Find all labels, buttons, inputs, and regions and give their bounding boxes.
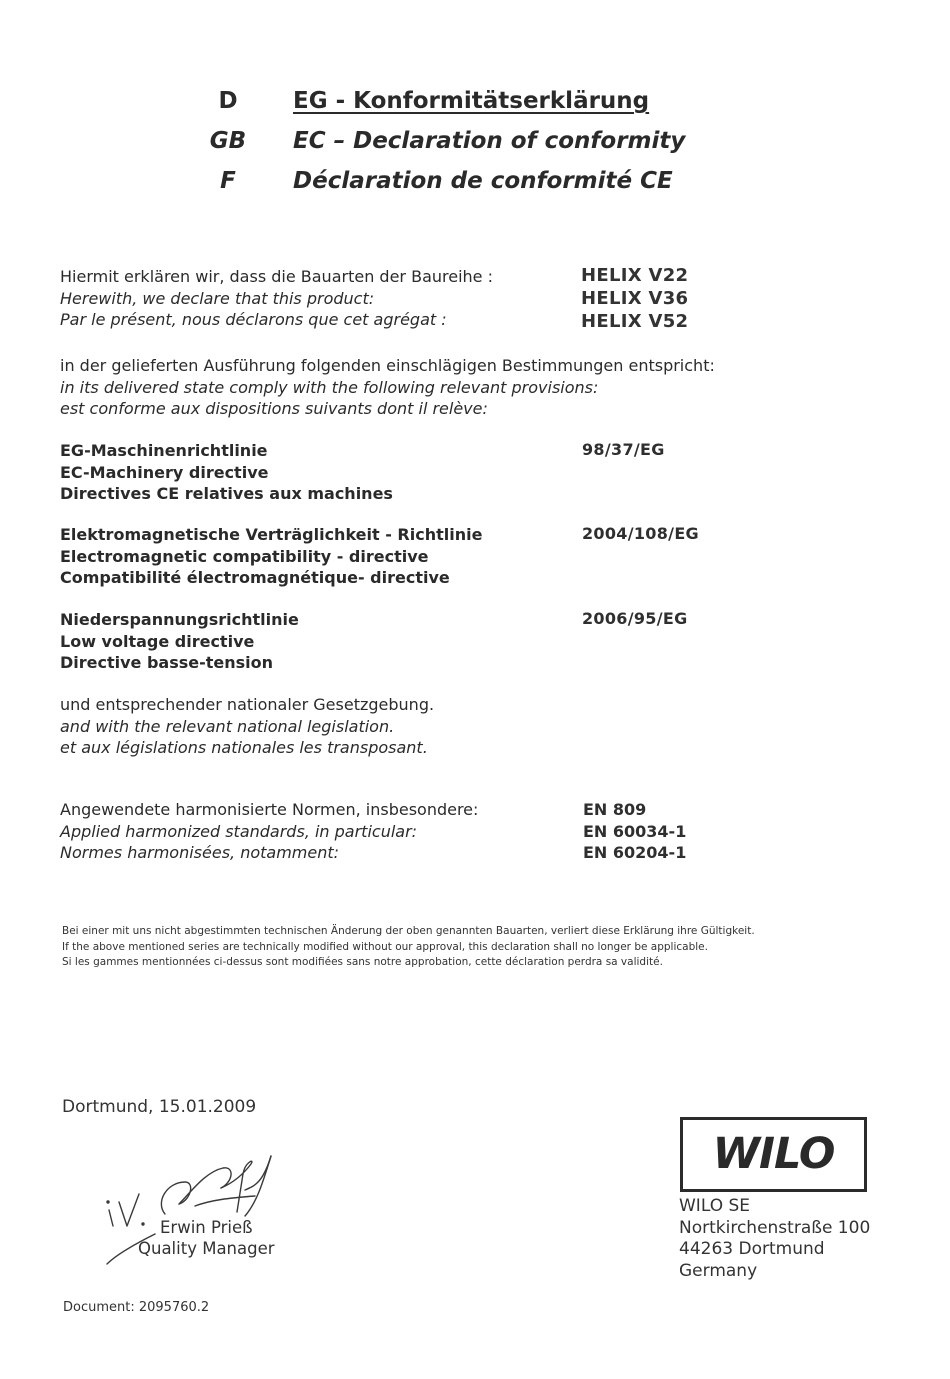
signatory-name: Erwin Prieß [160, 1218, 253, 1237]
signatory-role: Quality Manager [138, 1239, 275, 1258]
address-line: 44263 Dortmund [679, 1239, 825, 1259]
place-date: Dortmund, 15.01.2009 [62, 1097, 257, 1117]
standards-list [583, 799, 686, 864]
national-line-fr: et aux législations nationales les transposant. [60, 738, 428, 757]
directive-code-machinery: 98/37/EG [582, 440, 665, 459]
standards-text [60, 799, 478, 864]
product-item: HELIX V36 [581, 288, 689, 309]
directive-line: Directive basse-tension [60, 653, 274, 672]
directive-line: Niederspannungsrichtlinie [60, 610, 299, 629]
validity-note-line-fr: Si les gammes mentionnées ci-dessus sont modifiées sans notre approbation, cette déclaration perdra sa validité. [62, 956, 663, 968]
directive-line: Elektromagnetische Verträglichkeit - Richtlinie [60, 525, 483, 544]
directive-emc [60, 524, 482, 589]
validity-note [62, 924, 755, 971]
company-address [679, 1196, 870, 1282]
standard-item: EN 809 [583, 800, 647, 819]
standard-item: EN 60204-1 [583, 843, 687, 862]
national-line-gb: and with the relevant national legislation. [60, 716, 395, 736]
validity-note-line-gb: If the above mentioned series are technically modified without our approval, this declaration shall no longer be applicable. [62, 940, 708, 953]
directive-line: Low voltage directive [60, 631, 255, 651]
title-code-de: D [218, 88, 238, 114]
directive-line: Directives CE relatives aux machines [60, 484, 393, 503]
title-de: EG - Konformitätserklärung [293, 88, 650, 114]
title-code-gb: GB [209, 128, 247, 154]
declaration-line-de: Hiermit erklären wir, dass die Bauarten der Baureihe : [60, 267, 493, 286]
product-item: HELIX V22 [581, 265, 689, 286]
document-number: Document: 2095760.2 [63, 1300, 210, 1315]
declaration-text [60, 266, 493, 331]
title-fr: Déclaration de conformité CE [293, 168, 673, 194]
directive-machinery [60, 440, 393, 505]
address-line: WILO SE [679, 1196, 751, 1216]
declaration-line-gb: Herewith, we declare that this product: [60, 288, 375, 308]
directive-code-emc: 2004/108/EG [582, 524, 699, 543]
directive-code-low-voltage: 2006/95/EG [582, 609, 688, 628]
address-line: Nortkirchenstraße 100 [679, 1217, 871, 1238]
product-list [581, 264, 688, 333]
wilo-logo [680, 1117, 867, 1192]
provisions-line-de: in der gelieferten Ausführung folgenden einschlägigen Bestimmungen entspricht: [60, 356, 715, 375]
national-line-de: und entsprechender nationaler Gesetzgebung. [60, 695, 435, 714]
directive-line: EC-Machinery directive [60, 462, 269, 482]
wilo-logo-text: WILO [712, 1129, 835, 1179]
provisions-line-gb: in its delivered state comply with the following relevant provisions: [60, 377, 599, 397]
signatory [138, 1217, 275, 1259]
directive-line: Compatibilité électromagnétique- directive [60, 568, 450, 587]
provisions-text [60, 355, 715, 420]
product-item: HELIX V52 [581, 311, 689, 332]
national-legislation-text [60, 694, 434, 759]
address-line: Germany [679, 1260, 758, 1281]
title-gb: EC – Declaration of conformity [293, 128, 686, 154]
directive-low-voltage [60, 609, 299, 674]
standard-item: EN 60034-1 [583, 821, 687, 841]
title-code-fr: F [220, 168, 236, 194]
declaration-line-fr: Par le présent, nous déclarons que cet agrégat : [60, 310, 447, 329]
validity-note-line-de: Bei einer mit uns nicht abgestimmten technischen Änderung der oben genannten Bauarten, verliert diese Erklärung ihre Gültigkeit. [62, 925, 755, 937]
standards-line-gb: Applied harmonized standards, in particular: [60, 821, 418, 841]
standards-line-de: Angewendete harmonisierte Normen, insbesondere: [60, 800, 479, 819]
directive-line: Electromagnetic compatibility - directive [60, 546, 429, 566]
standards-line-fr: Normes harmonisées, notamment: [60, 843, 340, 862]
directive-line: EG-Maschinenrichtlinie [60, 441, 268, 460]
provisions-line-fr: est conforme aux dispositions suivants dont il relève: [60, 399, 488, 418]
